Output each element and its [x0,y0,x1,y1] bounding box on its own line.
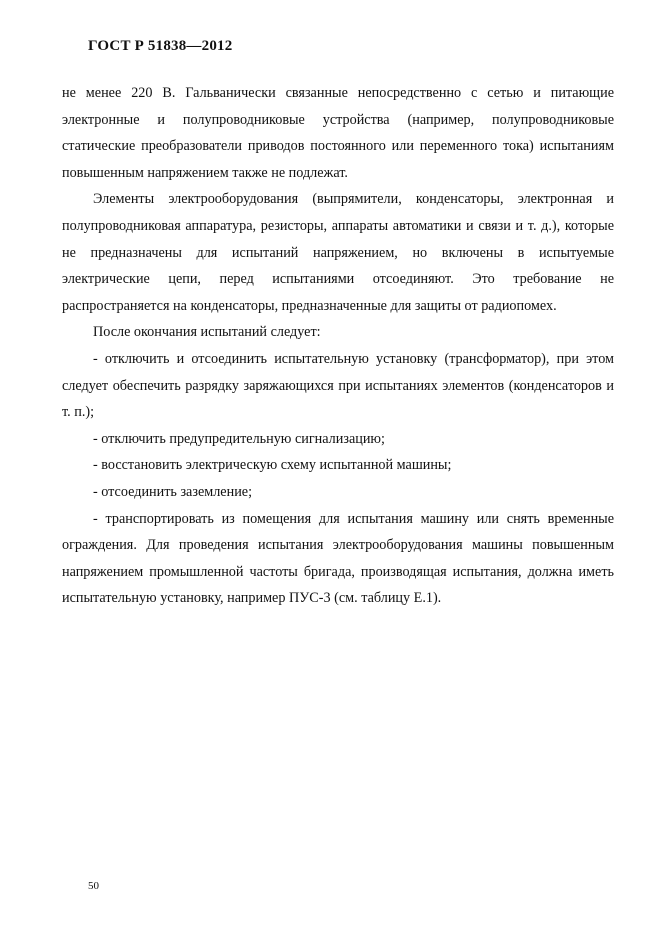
list-item-disable-signaling: - отключить предупредительную сигнализацию; [93,430,385,447]
paragraph-after-testing: После окончания испытаний следует: [93,324,321,341]
list-item-disconnect-grounding: - отсоединить заземление; [93,483,253,500]
paragraph-continuation: не менее 220 В. Гальванически связанные непосредственно с сетью и питающие электронные и полупроводниковые устройства (например, полупроводниковые статические преобразователи приводов постоянного или переменного тока) испытаниям повышенным напряжением также не подлежат. [62,85,614,181]
list-item-disconnect-installation: - отключить и отсоединить испытательную установку (трансформатор), при этом следует обеспечить разрядку заряжающихся при испытаниях элементов (конденсаторов и т. п.); [62,350,614,421]
document-body [62,80,614,612]
document-header: ГОСТ Р 51838—2012 [88,38,233,54]
list-item-transport-machine: - транспортировать из помещения для испытания машину или снять временные ограждения. Для проведения испытания электрооборудования машины повышенным напряжением промышленной частоты бригада, производящая испытания, должна иметь испытательную установку, например ПУС-3 (см. таблицу Е.1). [62,510,614,607]
paragraph-equipment-elements: Элементы электрооборудования (выпрямители, конденсаторы, электронная и полупроводниковая аппаратура, резисторы, аппараты автоматики и связи и т. д.), которые не предназначены для испытаний напряжением, но включены в испытуемые электрические цепи, перед испытаниями отсоединяют. Это требование не распространяется на конденсаторы, предназначенные для защиты от радиопомех. [62,191,614,314]
page-number: 50 [88,880,99,892]
list-item-restore-circuit: - восстановить электрическую схему испытанной машины; [93,457,452,474]
